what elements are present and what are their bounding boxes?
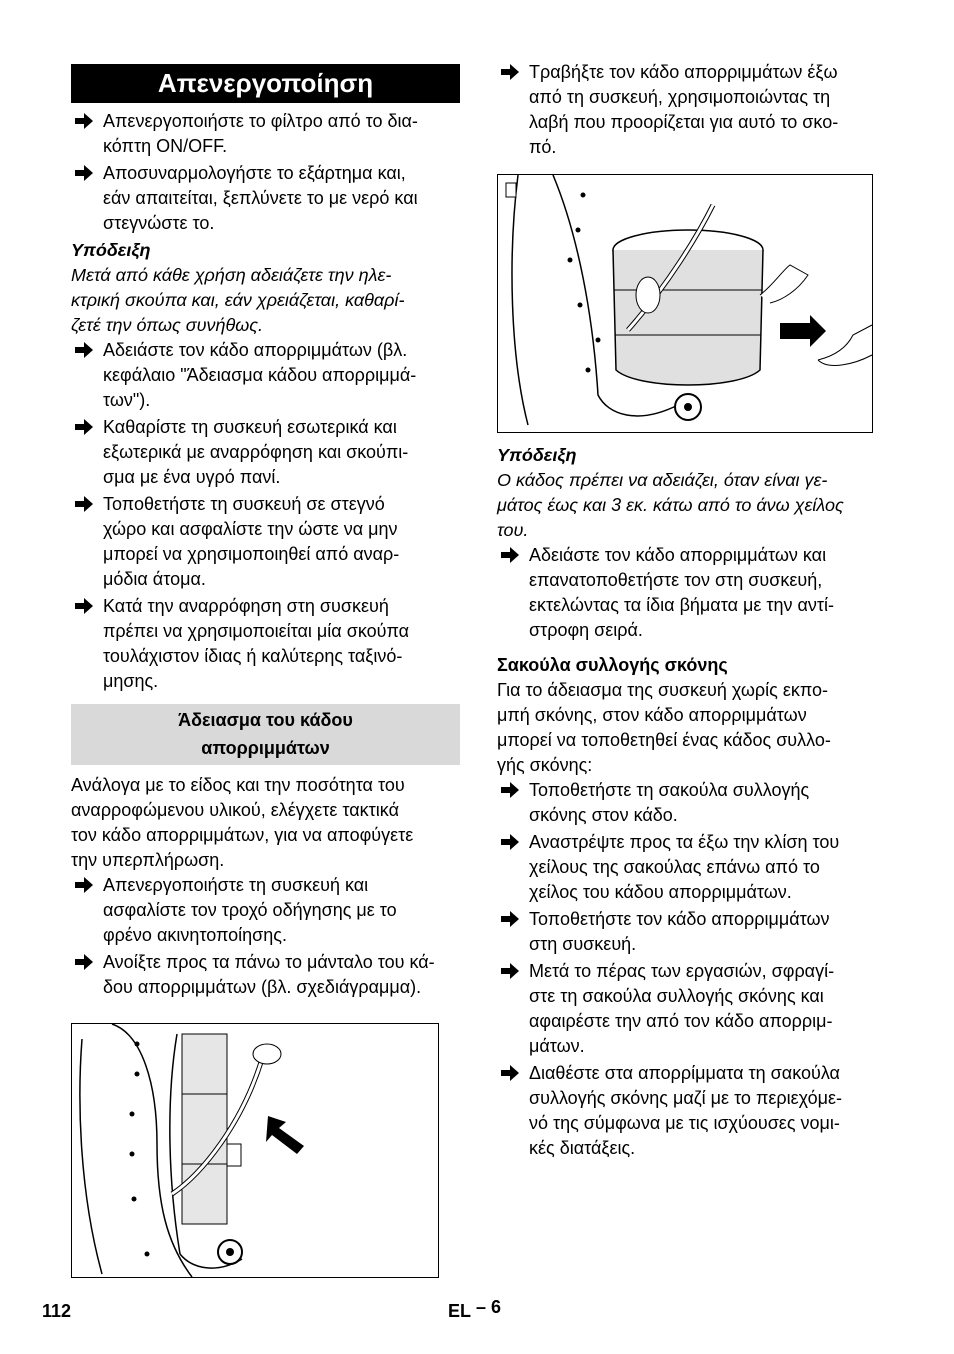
arrow-bullet-icon xyxy=(73,951,95,973)
list-item-line: χείλος του κάδου απορριμμάτων. xyxy=(529,882,792,902)
subsection-heading-dust-bag: Σακούλα συλλογής σκόνης xyxy=(497,655,728,675)
list-item xyxy=(71,161,460,236)
list-item xyxy=(497,907,887,957)
emptying-steps xyxy=(71,873,460,1000)
list-item-line: πρέπει να χρησιμοποιείται μία σκούπα xyxy=(103,621,410,641)
note-text xyxy=(71,263,460,338)
list-item-line: Τοποθετήστε τη συσκευή σε στεγνό xyxy=(103,494,385,514)
list-item xyxy=(497,60,887,160)
arrow-bullet-icon xyxy=(73,874,95,896)
list-item-line: Διαθέστε στα απορρίμματα τη σακούλα xyxy=(529,1063,840,1083)
text-line: ζετέ την όπως συνήθως. xyxy=(71,315,263,335)
list-item-line: Καθαρίστε τη συσκευή εσωτερικά και xyxy=(103,417,397,437)
text-line: τον κάδο απορριμμάτων, για να αποφύγετε xyxy=(71,825,414,845)
shutdown-steps-1 xyxy=(71,109,460,236)
list-item-line: νό της σύμφωνα με τις ισχύουσες νομι- xyxy=(529,1113,840,1133)
arrow-bullet-icon xyxy=(73,416,95,438)
vacuum-latch-illustration xyxy=(72,1024,438,1277)
list-item-line: Τοποθετήστε τη σακούλα συλλογής xyxy=(529,780,810,800)
left-column xyxy=(71,64,460,1002)
list-item xyxy=(497,778,887,828)
arrow-bullet-icon xyxy=(499,544,521,566)
list-item-line: σμα με ένα υγρό πανί. xyxy=(103,467,281,487)
arrow-bullet-icon xyxy=(499,908,521,930)
list-item xyxy=(71,950,460,1000)
list-item-line: Αποσυναρμολογήστε το εξάρτημα και, xyxy=(103,163,406,183)
arrow-bullet-icon xyxy=(73,162,95,184)
subsection-heading-emptying xyxy=(71,704,460,765)
list-item-line: Τοποθετήστε τον κάδο απορριμμάτων xyxy=(529,909,830,929)
text-line: κτρική σκούπα και, εάν χρειάζεται, καθαρί- xyxy=(71,290,405,310)
list-item-line: Αναστρέψτε προς τα έξω την κλίση του xyxy=(529,832,840,852)
list-item-line: σκόνης στον κάδο. xyxy=(529,805,678,825)
list-item-line: κόπτη ON/OFF. xyxy=(103,136,228,156)
figure-open-latch xyxy=(71,1023,439,1278)
list-item-line: τουλάχιστον ίδιας ή καλύτερης ταξινό- xyxy=(103,646,403,666)
list-item-line: Απενεργοποιήστε το φίλτρο από το δια- xyxy=(103,111,418,131)
list-item-line: στη συσκευή. xyxy=(529,934,637,954)
list-item-line: μησης. xyxy=(103,671,159,691)
shutdown-steps-2 xyxy=(71,338,460,694)
text-line: μπορεί να τοποθετηθεί ένας κάδος συλλο- xyxy=(497,730,831,750)
list-item-line: Απενεργοποιήστε τη συσκευή και xyxy=(103,875,369,895)
list-item-line: λαβή που προορίζεται για αυτό το σκο- xyxy=(529,112,839,132)
list-item-line: χείλους της σακούλας επάνω από το xyxy=(529,857,820,877)
footer-lang-section xyxy=(448,1299,501,1324)
section-heading-shutdown: Απενεργοποίηση xyxy=(71,64,460,103)
text-line: αναρροφώμενου υλικού, ελέγχετε τακτικά xyxy=(71,800,399,820)
list-item-line: ασφαλίστε τον τροχό οδήγησης με το xyxy=(103,900,397,920)
section-number: – 6 xyxy=(476,1297,502,1317)
list-item-line: εκτελώντας τα ίδια βήματα με την αντί- xyxy=(529,595,834,615)
list-item-line: μπορεί να χρησιμοποιηθεί από αναρ- xyxy=(103,544,400,564)
list-item xyxy=(71,594,460,694)
text-line: γής σκόνης: xyxy=(497,755,593,775)
list-item-line: στε τη σακούλα συλλογής σκόνης και xyxy=(529,986,824,1006)
arrow-bullet-icon xyxy=(73,595,95,617)
text-line: Άδειασμα του κάδου xyxy=(178,710,353,730)
arrow-bullet-icon xyxy=(499,1062,521,1084)
arrow-bullet-icon xyxy=(73,339,95,361)
list-item-line: εξωτερικά με αναρρόφηση και σκούπι- xyxy=(103,442,409,462)
list-item-line: χώρο και ασφαλίστε την ώστε να μην xyxy=(103,519,398,539)
list-item xyxy=(71,338,460,413)
text-line: Ανάλογα με το είδος και την ποσότητα του xyxy=(71,775,405,795)
text-line: Μετά από κάθε χρήση αδειάζετε την ηλε- xyxy=(71,265,392,285)
list-item-line: πό. xyxy=(529,137,557,157)
list-item-line: των"). xyxy=(103,390,151,410)
list-item-line: αφαιρέστε την από τον κάδο απορριμ- xyxy=(529,1011,833,1031)
emptying-paragraph xyxy=(71,773,460,873)
list-item xyxy=(71,415,460,490)
text-line: Ο κάδος πρέπει να αδειάζει, όταν είναι γε- xyxy=(497,470,828,490)
text-line: την υπερπλήρωση. xyxy=(71,850,225,870)
arrow-bullet-icon xyxy=(499,61,521,83)
list-item-line: συλλογής σκόνης μαζί με το περιεχόμε- xyxy=(529,1088,843,1108)
list-item-line: στεγνώστε το. xyxy=(103,213,215,233)
note-heading: Υπόδειξη xyxy=(71,240,151,260)
list-item-line: φρένο ακινητοποίησης. xyxy=(103,925,287,945)
note-heading-right: Υπόδειξη xyxy=(497,445,577,465)
list-item-line: επανατοποθετήστε τον στη συσκευή, xyxy=(529,570,823,590)
pull-out-step xyxy=(497,60,887,160)
vacuum-bin-illustration xyxy=(498,175,872,432)
list-item-line: Αδειάστε τον κάδο απορριμμάτων (βλ. xyxy=(103,340,408,360)
list-item xyxy=(497,830,887,905)
list-item-line: Ανοίξτε προς τα πάνω το μάνταλο του κά- xyxy=(103,952,435,972)
list-item-line: κές διατάξεις. xyxy=(529,1138,636,1158)
list-item-line: κεφάλαιο "Άδειασμα κάδου απορριμμά- xyxy=(103,365,417,385)
list-item-line: Κατά την αναρρόφηση στη συσκευή xyxy=(103,596,389,616)
arrow-bullet-icon xyxy=(499,831,521,853)
figure-pull-out-bin xyxy=(497,174,873,433)
page-number: 112 xyxy=(42,1301,72,1321)
arrow-bullet-icon xyxy=(499,960,521,982)
list-item-line: Αδειάστε τον κάδο απορριμμάτων και xyxy=(529,545,827,565)
list-item-line: από τη συσκευή, χρησιμοποιώντας τη xyxy=(529,87,831,107)
text-line: μάτος έως και 3 εκ. κάτω από το άνω χείλος xyxy=(497,495,844,515)
list-item xyxy=(71,492,460,592)
arrow-bullet-icon xyxy=(73,110,95,132)
list-item-line: μόδια άτομα. xyxy=(103,569,206,589)
language-code: EL xyxy=(448,1301,472,1321)
dust-bag-paragraph xyxy=(497,678,887,778)
text-line: του. xyxy=(497,520,529,540)
list-item-line: Μετά το πέρας των εργασιών, σφραγί- xyxy=(529,961,835,981)
list-item xyxy=(497,959,887,1059)
list-item xyxy=(497,1061,887,1161)
right-column xyxy=(497,60,887,1163)
list-item-line: Τραβήξτε τον κάδο απορριμμάτων έξω xyxy=(529,62,838,82)
text-line: Για το άδειασμα της συσκευή χωρίς εκπο- xyxy=(497,680,829,700)
reinsert-step xyxy=(497,543,887,643)
list-item xyxy=(71,109,460,159)
text-line: μπή σκόνης, στον κάδο απορριμμάτων xyxy=(497,705,807,725)
arrow-bullet-icon xyxy=(499,779,521,801)
note-text-right xyxy=(497,468,887,543)
list-item-line: εάν απαιτείται, ξεπλύνετε το με νερό και xyxy=(103,188,418,208)
arrow-bullet-icon xyxy=(73,493,95,515)
text-line: απορριμμάτων xyxy=(201,738,330,758)
list-item xyxy=(71,873,460,948)
list-item-line: στροφη σειρά. xyxy=(529,620,643,640)
list-item-line: μάτων. xyxy=(529,1036,585,1056)
list-item-line: δου απορριμμάτων (βλ. σχεδιάγραμμα). xyxy=(103,977,422,997)
list-item xyxy=(497,543,887,643)
dust-bag-steps xyxy=(497,778,887,1161)
